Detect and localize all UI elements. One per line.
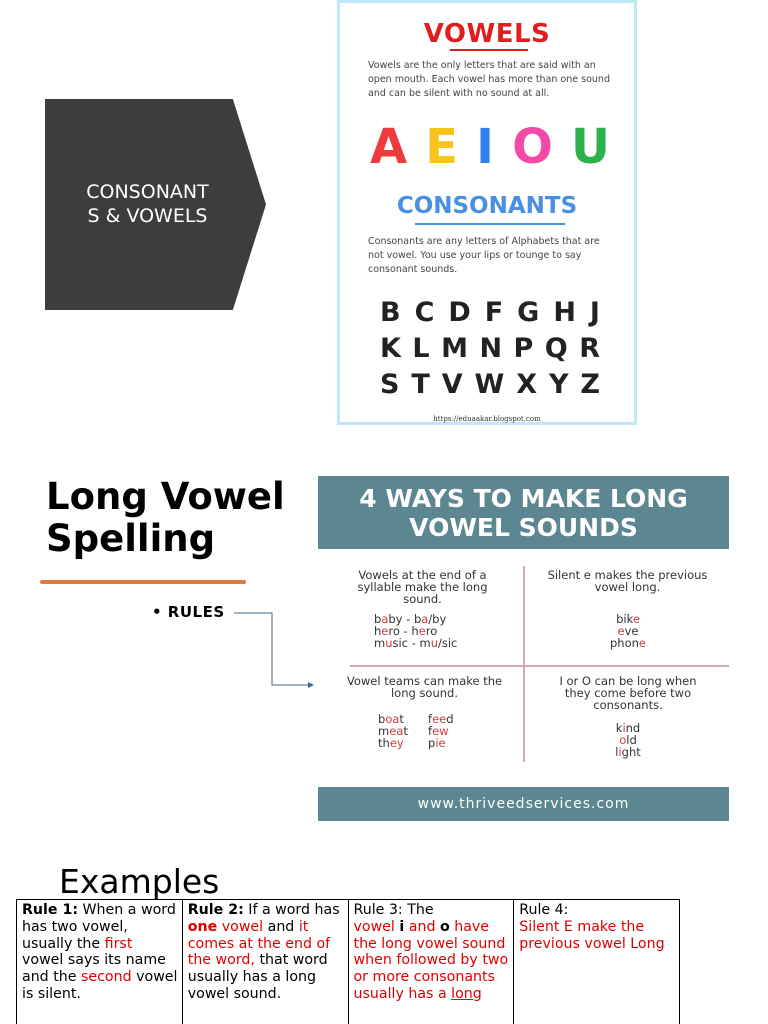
example-word (428, 737, 454, 749)
long-vowel-heading (46, 476, 326, 560)
word-part: u (430, 636, 438, 650)
word-part: m (378, 724, 390, 738)
vowel-letter: I (476, 119, 494, 175)
vowels-consonants-poster (337, 0, 637, 425)
word-part: ro - h (388, 624, 419, 638)
vowel-letters (370, 119, 610, 175)
way-2-examples (598, 613, 658, 649)
way-1-heading (340, 569, 505, 605)
way-4-heading (538, 675, 718, 711)
poster-subtitle: CONSONANTS (396, 193, 578, 219)
way-3-examples-left (378, 713, 408, 749)
word-part: f (428, 724, 433, 738)
rule-label: Rule 4: (519, 902, 569, 918)
rule-text: vowel says its name and the (22, 952, 166, 986)
connector-arrow (230, 605, 320, 695)
word-part: ey (389, 736, 404, 750)
consonant-letter: R (579, 333, 600, 364)
consonant-description (368, 235, 618, 277)
consonant-letter: N (479, 333, 503, 364)
consonant-row (380, 333, 600, 364)
rule-highlight: have the long vowel sound when followed by two or more consonants usually has a (353, 918, 509, 1002)
description-line: consonant sounds. (368, 264, 458, 275)
word-part: b (378, 712, 386, 726)
divider-horizontal (350, 665, 729, 667)
consonant-letter: C (414, 297, 435, 328)
consonant-letter: W (474, 369, 505, 400)
heading-line: I or O can be long when (559, 674, 697, 688)
word-part: t (399, 712, 404, 726)
word-part: d (446, 712, 454, 726)
word-part: u (385, 636, 393, 650)
rules-table (16, 899, 680, 1024)
divider-vertical (523, 566, 525, 762)
rule-highlight: o (439, 918, 450, 935)
word-part: i (618, 745, 622, 759)
table-row (17, 900, 680, 1024)
heading-line: consonants. (593, 698, 663, 712)
vowel-letter: U (571, 119, 610, 175)
rule-highlight: one (187, 918, 218, 935)
word-part: e (632, 612, 640, 626)
long-vowel-infographic (318, 476, 729, 821)
consonant-letter: S (380, 369, 400, 400)
rule-text: When a word has two vowel, usually the (22, 902, 176, 952)
rule-text: If a word has (243, 902, 340, 918)
consonant-letter: Y (548, 369, 569, 400)
word-part: o (619, 733, 627, 747)
consonant-letter: G (517, 297, 540, 328)
banner-title-line: CONSONANT (86, 181, 209, 203)
consonant-letter: V (441, 369, 463, 400)
example-word (378, 737, 408, 749)
word-part: e (418, 624, 426, 638)
word-part: phon (610, 636, 639, 650)
consonant-letter: T (411, 369, 430, 400)
word-part: th (378, 736, 390, 750)
heading-underline (40, 580, 246, 584)
infographic-footer: www.thriveedservices.com (318, 787, 729, 821)
rule-label: Rule 1: (22, 902, 78, 918)
word-part: /by (428, 612, 447, 626)
word-part: /sic (437, 636, 458, 650)
poster-subtitle-underline (415, 223, 565, 225)
way-4-examples (598, 722, 658, 758)
rule-label: Rule 3: The (353, 902, 434, 918)
consonant-row (380, 297, 600, 328)
rule-text: and (263, 918, 299, 935)
rule-1-cell (17, 900, 183, 1024)
description-line: and can be silent with no sound at all. (368, 88, 550, 99)
word-part: a (381, 612, 389, 626)
consonant-row (380, 369, 600, 400)
word-part: sic - m (392, 636, 431, 650)
banner-title (60, 180, 235, 228)
way-2-heading (530, 569, 725, 593)
poster-url: https://eduaakar.blogspot.com (433, 415, 541, 423)
vowel-letter: E (425, 119, 459, 175)
example-word (374, 637, 457, 649)
rule-4-cell (514, 900, 680, 1024)
heading-line: vowel long. (594, 580, 661, 594)
vowel-letter: A (370, 119, 408, 175)
word-part: h (374, 624, 382, 638)
heading-line: syllable make the long (357, 580, 488, 594)
heading-line: Silent e makes the previous (547, 568, 708, 582)
header-line: VOWEL SOUNDS (409, 513, 638, 542)
heading-line: Spelling (46, 517, 216, 560)
word-part: ro (425, 624, 438, 638)
word-part: e (617, 624, 625, 638)
rule-highlight: and (404, 918, 440, 935)
consonant-letter: B (380, 297, 401, 328)
word-part: ve (624, 624, 639, 638)
description-line: open mouth. Each vowel has more than one sound (368, 74, 610, 85)
word-part: bik (616, 612, 633, 626)
example-word (598, 637, 658, 649)
banner-title-line: S & VOWELS (87, 205, 208, 227)
rule-text: vowel is silent. (22, 969, 178, 1002)
word-part: oa (385, 712, 400, 726)
word-part: i (622, 721, 626, 735)
rule-3-cell (348, 900, 514, 1024)
header-line: 4 WAYS TO MAKE LONG (359, 484, 688, 513)
consonant-letter: M (441, 333, 468, 364)
consonant-letter: K (380, 333, 401, 364)
poster-title: VOWELS (423, 19, 551, 49)
rule-highlight: second (81, 969, 132, 986)
consonant-letter: J (589, 297, 600, 328)
infographic-header (318, 476, 729, 549)
description-line: Consonants are any letters of Alphabets that are (368, 236, 600, 247)
consonant-letter: D (448, 297, 471, 328)
vowel-description (368, 59, 618, 101)
way-3-heading (332, 675, 517, 699)
heading-line: they come before two (564, 686, 692, 700)
rule-2-cell (182, 900, 348, 1024)
description-line: Vowels are the only letters that are said with an (368, 60, 596, 71)
poster-title-underline (450, 49, 528, 51)
word-part: ght (621, 745, 641, 759)
word-part: ea (389, 724, 404, 738)
word-part: by - b (388, 612, 422, 626)
rule-highlight: vowel (217, 918, 264, 935)
heading-line: Vowel teams can make the (346, 674, 503, 688)
heading-line: sound. (403, 592, 442, 606)
consonant-letter: Z (580, 369, 600, 400)
word-part: p (428, 736, 436, 750)
consonant-letter: H (553, 297, 576, 328)
rule-highlight: first (104, 935, 133, 952)
word-part: e (638, 636, 646, 650)
word-part: l (615, 745, 619, 759)
word-part: ld (626, 733, 637, 747)
consonant-letter: X (516, 369, 538, 400)
word-part: nd (625, 721, 641, 735)
rule-label: Rule 2: (187, 902, 244, 918)
consonant-letter: Q (544, 333, 568, 364)
example-word (598, 746, 658, 758)
consonant-letter: P (513, 333, 534, 364)
rule-text: that word usually has a long vowel sound. (187, 952, 328, 1002)
consonant-letter: F (484, 297, 504, 328)
word-part: e (381, 624, 389, 638)
rule-highlight: it comes at the end of the word, (187, 918, 331, 969)
rules-label: • RULES (152, 603, 225, 621)
description-line: not vowel. You use your lips or tounge to say (368, 250, 582, 261)
way-3-examples-right (428, 713, 454, 749)
rule-highlight: vowel (353, 918, 400, 935)
consonant-letter: L (412, 333, 430, 364)
heading-line: long sound. (390, 686, 459, 700)
word-part: m (374, 636, 386, 650)
heading-line: Long Vowel (46, 475, 285, 518)
word-part: k (615, 721, 623, 735)
vowel-letter: O (512, 119, 553, 175)
word-part: t (403, 724, 408, 738)
word-part: ie (435, 736, 446, 750)
rule-highlight: long (451, 985, 482, 1002)
word-part: ee (432, 712, 447, 726)
heading-line: Vowels at the end of a (358, 568, 487, 582)
word-part: a (421, 612, 429, 626)
word-part: b (374, 612, 382, 626)
rule-highlight: i (399, 918, 405, 935)
word-part: ew (432, 724, 449, 738)
way-1-examples (374, 613, 457, 649)
word-part: f (428, 712, 433, 726)
rule-highlight: Silent E make the previous vowel Long (519, 918, 665, 952)
examples-heading: Examples (59, 862, 220, 901)
